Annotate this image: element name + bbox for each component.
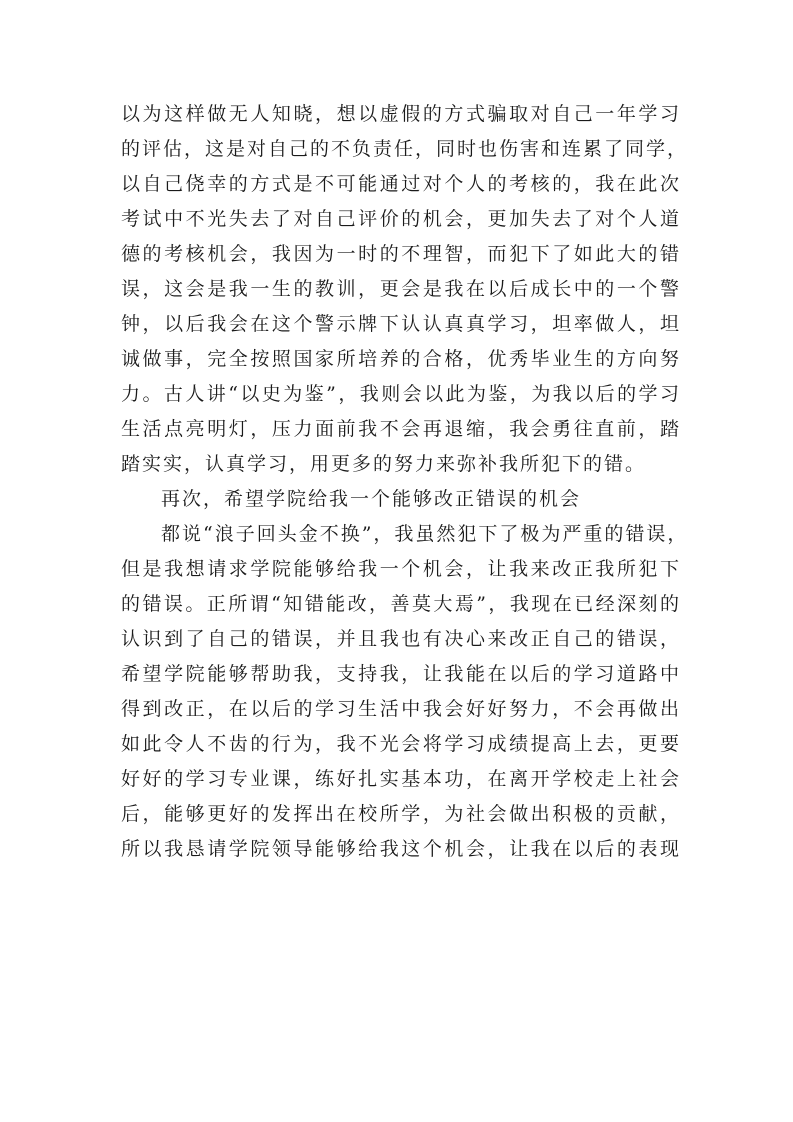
text-line: 如此令人不齿的行为，我不光会将学习成绩提高上去，更要 (121, 733, 681, 755)
text-line: 以自己侥幸的方式是不可能通过对个人的考核的，我在此次 (121, 173, 681, 195)
text-line: 德的考核机会，我因为一时的不理智，而犯下了如此大的错 (121, 243, 681, 265)
text-line: 希望学院能够帮助我，支持我，让我能在以后的学习道路中 (121, 663, 681, 685)
text-line: 所以我恳请学院领导能够给我这个机会，让我在以后的表现 (121, 838, 681, 860)
text-line: 的评估，这是对自己的不负责任，同时也伤害和连累了同学， (121, 138, 689, 160)
text-line: 认识到了自己的错误，并且我也有决心来改正自己的错误， (121, 628, 681, 650)
text-line: 好好的学习专业课，练好扎实基本功，在离开学校走上社会 (121, 768, 681, 790)
text-line: 生活点亮明灯，压力面前我不会再退缩，我会勇往直前，踏 (121, 418, 681, 440)
text-line: 以为这样做无人知晓，想以虚假的方式骗取对自己一年学习 (121, 103, 681, 125)
text-line: 考试中不光失去了对自己评价的机会，更加失去了对个人道 (121, 208, 681, 230)
text-line: 得到改正，在以后的学习生活中我会好好努力，不会再做出 (121, 698, 681, 720)
paragraph-end-line: 踏实实，认真学习，用更多的努力来弥补我所犯下的错。 (121, 453, 647, 475)
body-text (121, 97, 689, 867)
text-line: 误，这会是我一生的教训，更会是我在以后成长中的一个警 (121, 278, 681, 300)
section-heading: 再次，希望学院给我一个能够改正错误的机会 (161, 488, 582, 510)
text-line: 钟，以后我会在这个警示牌下认认真真学习，坦率做人，坦 (121, 313, 681, 335)
text-line: 诚做事，完全按照国家所培养的合格，优秀毕业生的方向努 (121, 348, 681, 370)
text-line: 力。古人讲“以史为鉴”，我则会以此为鉴，为我以后的学习 (121, 383, 681, 405)
text-line: 的错误。正所谓“知错能改，善莫大焉”，我现在已经深刻的 (121, 593, 681, 615)
text-line: 但是我想请求学院能够给我一个机会，让我来改正我所犯下 (121, 558, 681, 580)
text-line: 后，能够更好的发挥出在校所学，为社会做出积极的贡献， (121, 803, 681, 825)
paragraph-start-line: 都说“浪子回头金不换”，我虽然犯下了极为严重的错误， (161, 523, 689, 545)
